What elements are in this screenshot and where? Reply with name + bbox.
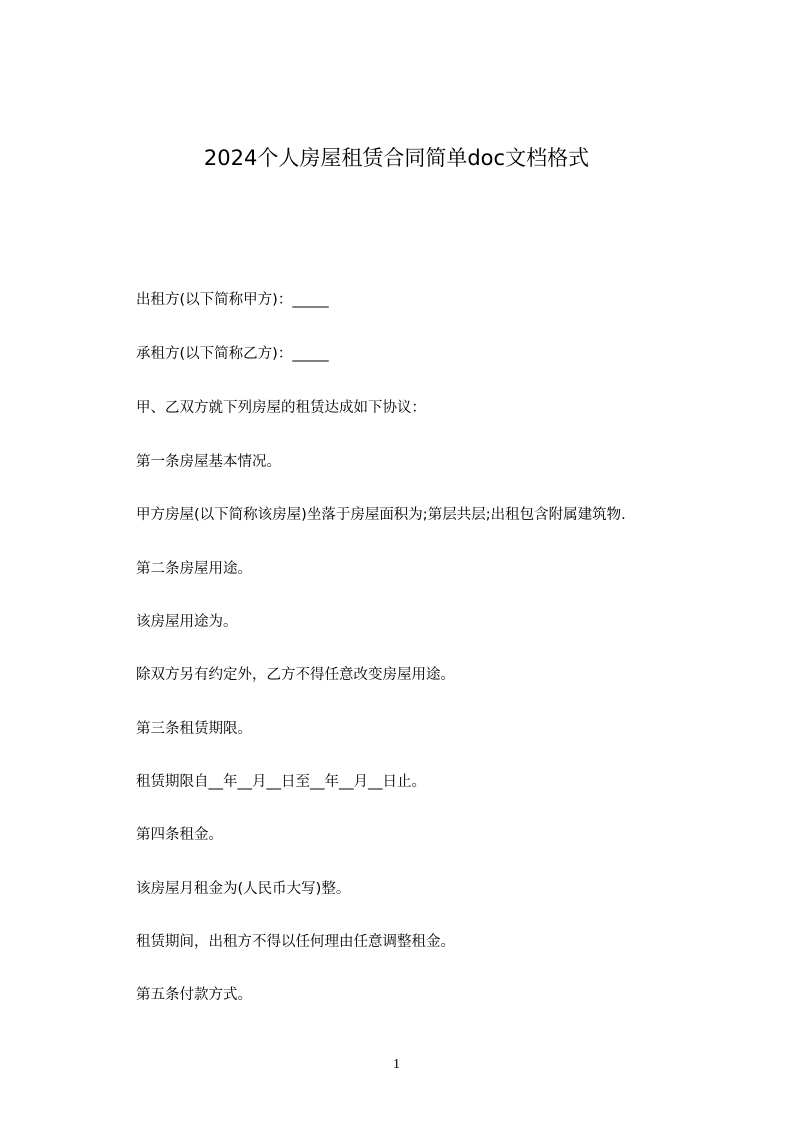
page-number: 1 xyxy=(393,1057,400,1072)
paragraph-article-1-body: 甲方房屋(以下简称该房屋)坐落于房屋面积为;第层共层;出租包含附属建筑物. xyxy=(136,507,626,523)
paragraph-article-3-body: 租赁期限自__年__月__日至__年__月__日止。 xyxy=(136,774,426,790)
paragraph-article-4-body: 该房屋月租金为(人民币大写)整。 xyxy=(136,881,351,897)
document-title: 2024个人房屋租赁合同简单doc文档格式 xyxy=(203,146,590,170)
paragraph-article-2-heading: 第二条房屋用途。 xyxy=(136,561,252,577)
paragraph-article-5-heading: 第五条付款方式。 xyxy=(136,987,252,1003)
paragraph-article-4-note: 租赁期间，出租方不得以任何理由任意调整租金。 xyxy=(136,934,455,950)
paragraph-article-2-note: 除双方另有约定外，乙方不得任意改变房屋用途。 xyxy=(136,667,455,683)
paragraph-article-2-body: 该房屋用途为。 xyxy=(136,614,238,630)
paragraph-lessor: 出租方(以下简称甲方)：_____ xyxy=(136,292,329,308)
paragraph-lessee: 承租方(以下简称乙方)：_____ xyxy=(136,346,329,362)
paragraph-agreement-intro: 甲、乙双方就下列房屋的租赁达成如下协议： xyxy=(136,400,426,416)
paragraph-article-1-heading: 第一条房屋基本情况。 xyxy=(136,454,281,470)
paragraph-article-4-heading: 第四条租金。 xyxy=(136,827,223,843)
paragraph-article-3-heading: 第三条租赁期限。 xyxy=(136,721,252,737)
